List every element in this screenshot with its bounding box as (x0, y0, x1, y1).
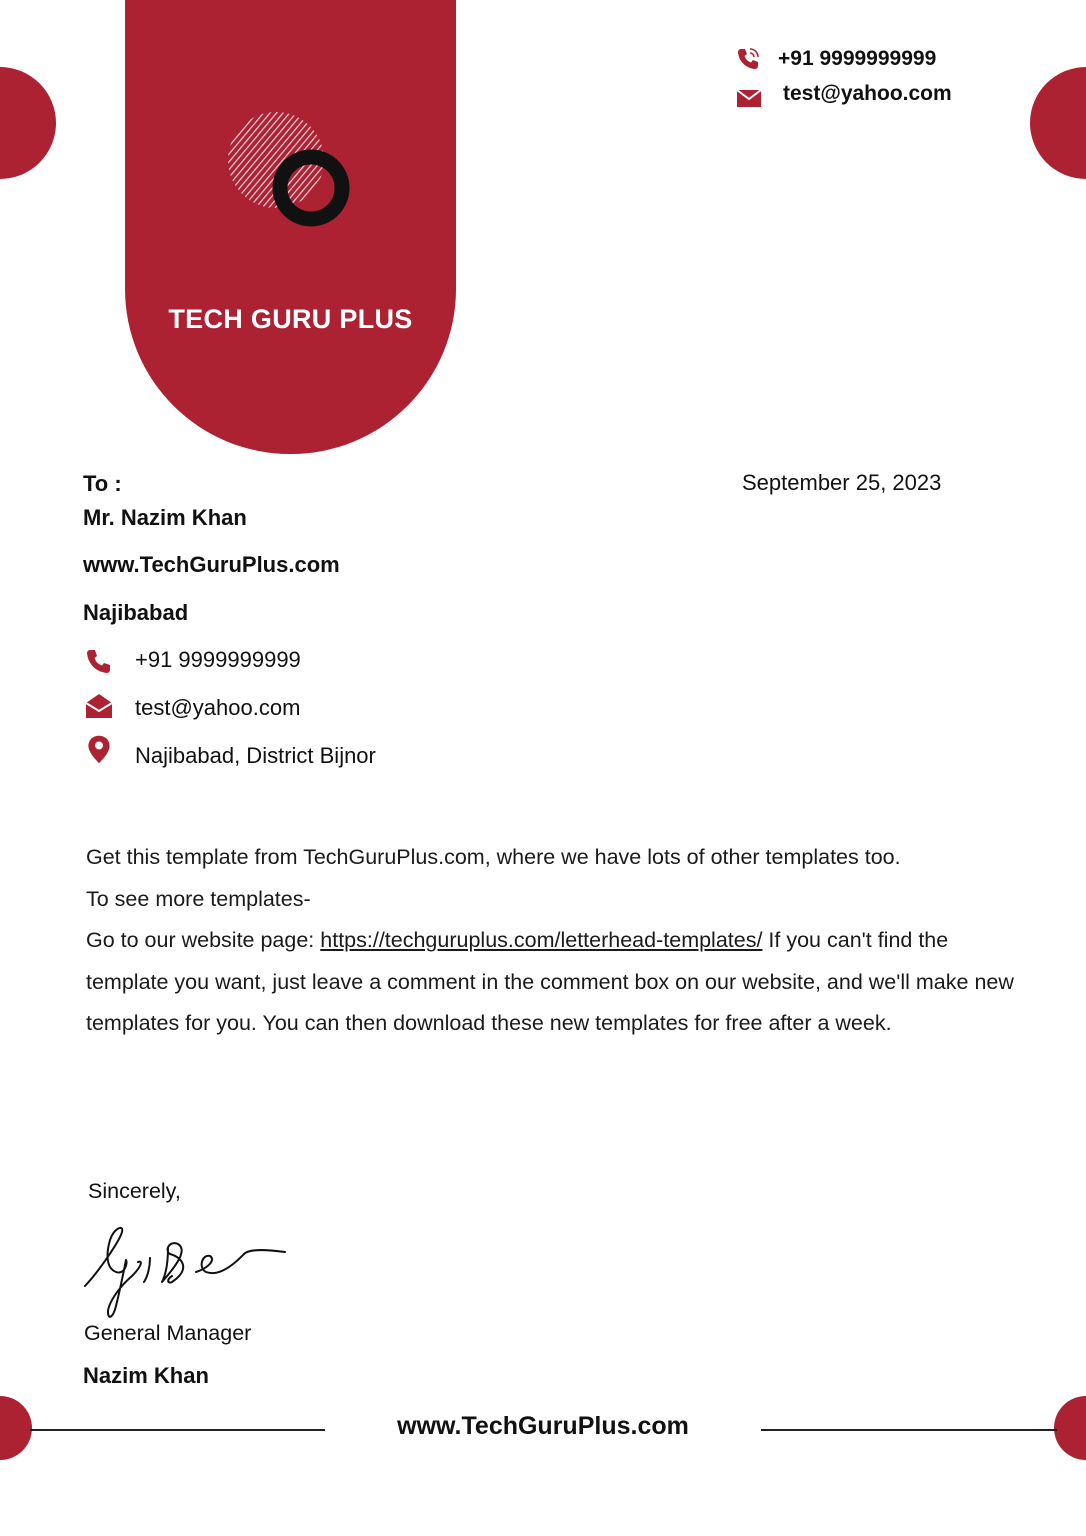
footer-divider-left (30, 1429, 325, 1431)
body-text: If you can't find the template you want, just leave a comment in the comment box on our website, and we'll make new templates for you. You can then download these new templates for free after a week. (86, 928, 1014, 1035)
logo-icon (226, 110, 356, 235)
brand-name: TECH GURU PLUS (168, 304, 413, 334)
header-email: test@yahoo.com (783, 82, 952, 105)
phone-icon (84, 646, 114, 676)
header-phone: +91 9999999999 (778, 47, 937, 70)
mail-open-icon (84, 692, 114, 722)
recipient-address: Najibabad, District Bijnor (135, 743, 376, 768)
decorative-circle-left (0, 67, 56, 179)
signer-name: Nazim Khan (83, 1363, 209, 1388)
to-label: To : (83, 471, 122, 496)
footer-circle-right (1054, 1396, 1086, 1460)
recipient-city: Najibabad (83, 600, 189, 625)
recipient-phone: +91 9999999999 (135, 647, 301, 672)
signer-title: General Manager (84, 1321, 252, 1345)
letter-body (86, 837, 1016, 1045)
decorative-circle-right (1030, 67, 1086, 179)
body-text: Go to our website page: (86, 928, 321, 952)
mail-icon (736, 88, 762, 108)
body-paragraph (86, 920, 1016, 1045)
closing-salutation: Sincerely, (88, 1179, 181, 1203)
recipient-name: Mr. Nazim Khan (83, 505, 247, 530)
footer-website: www.TechGuruPlus.com (397, 1412, 689, 1440)
recipient-website: www.TechGuruPlus.com (83, 552, 340, 577)
footer-circle-left (0, 1396, 32, 1460)
body-line: Get this template from TechGuruPlus.com, where we have lots of other templates too. (86, 845, 901, 869)
body-line: To see more templates- (86, 886, 311, 911)
phone-icon (735, 46, 761, 72)
footer-divider-right (761, 1429, 1057, 1431)
templates-link[interactable]: https://techguruplus.com/letterhead-templates/ (320, 928, 763, 952)
location-pin-icon (84, 734, 114, 764)
recipient-email: test@yahoo.com (135, 695, 301, 720)
signature (80, 1220, 295, 1322)
letter-date: September 25, 2023 (742, 470, 942, 495)
